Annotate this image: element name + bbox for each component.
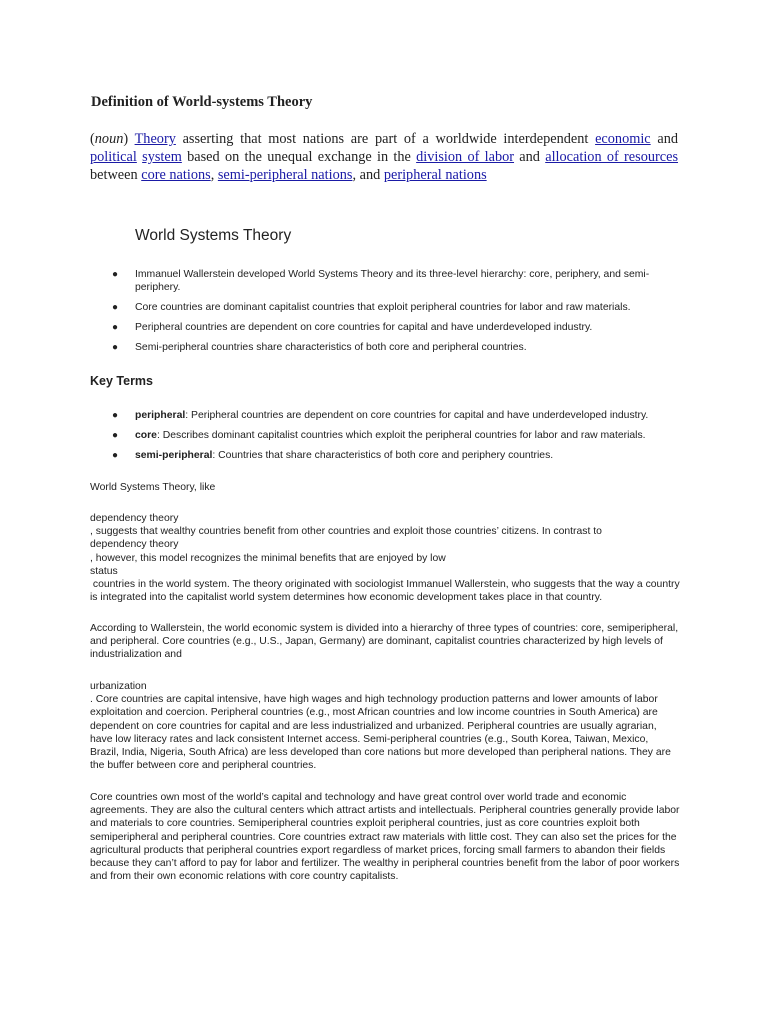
body-line: urbanization xyxy=(90,681,147,692)
definition-heading: Definition of World-systems Theory xyxy=(91,94,313,110)
body-line: , suggests that wealthy countries benefit from other countries and exploit those countries’ citizens. In contrast to xyxy=(90,526,602,538)
link-allocation-of-resources[interactable]: allocation of resources xyxy=(545,148,679,165)
list-item: ● Core countries are dominant capitalist countries that exploit peripheral countries for labor and raw materials. xyxy=(112,302,631,314)
body-line: countries in the world system. The theory originated with sociologist Immanuel Wallerstein, who suggests that the way a country is integrated into the capitalist world system determines how economic development takes place in that country. xyxy=(90,579,683,604)
body-line: dependency theory xyxy=(90,539,179,551)
key-term-item xyxy=(90,449,680,462)
body-paragraph-urbanization xyxy=(90,680,680,772)
bullet-icon: ● xyxy=(112,269,119,280)
key-term: peripheral xyxy=(135,410,186,421)
body-line: . Core countries are capital intensive, have high wages and high technology production patterns and lower amounts of labor exploitation and coercion. Peripheral countries (e.g., most African countries and low income countries in South America) are dependent on core countries for capital and are less industrialized and urbanized. Peripheral countries are usually agrarian, have low literacy rates and lack consistent Internet access. Semi-peripheral countries (e.g., South Korea, Taiwan, Mexico, Brazil, India, Nigeria, South Africa) are less developed than core nations but more developed than peripheral nations. They are the buffer between core and peripheral countries. xyxy=(90,694,671,772)
key-term-item xyxy=(90,429,680,442)
body-line: dependency theory xyxy=(90,513,179,524)
list-item: ● Semi-peripheral countries share characteristics of both core and peripheral countries. xyxy=(112,342,527,354)
world-systems-heading: World Systems Theory xyxy=(135,227,292,244)
world-systems-bullet-list xyxy=(90,268,680,361)
link-semi-peripheral-nations[interactable]: semi-peripheral nations xyxy=(217,166,353,183)
key-terms-heading: Key Terms xyxy=(90,374,153,388)
link-core-nations[interactable]: core nations xyxy=(141,166,211,183)
key-term-definition: : Countries that share characteristics of both core and periphery countries. xyxy=(212,449,554,461)
key-term-definition: : Peripheral countries are dependent on core countries for capital and have underdeveloped industry. xyxy=(185,410,649,421)
part-of-speech: noun xyxy=(94,131,124,147)
link-theory[interactable]: Theory xyxy=(134,131,176,147)
link-division-of-labor[interactable]: division of labor xyxy=(416,148,515,165)
link-political[interactable]: political xyxy=(90,148,137,165)
key-terms-list xyxy=(90,409,680,469)
bullet-icon: ● xyxy=(112,449,119,461)
body-intro: World Systems Theory, like xyxy=(90,482,216,493)
list-item: ● Peripheral countries are dependent on core countries for capital and have underdeveloped industry. xyxy=(112,322,593,334)
body-paragraph-dependency xyxy=(90,512,683,604)
key-term-item xyxy=(90,409,680,422)
link-system[interactable]: system xyxy=(142,148,182,165)
bullet-icon: ● xyxy=(112,322,119,334)
bullet-icon: ● xyxy=(112,429,119,441)
link-economic[interactable]: economic xyxy=(595,131,651,147)
body-line: , however, this model recognizes the minimal benefits that are enjoyed by low xyxy=(90,552,446,564)
key-term-definition: : Describes dominant capitalist countries which exploit the peripheral countries for labor and raw materials. xyxy=(156,429,646,441)
bullet-icon: ● xyxy=(112,302,119,314)
definition-paragraph: (noun) Theory asserting that most nations are part of a worldwide interdependent economic and political system based on the unequal exchange in the division of labor and allocation of resources between core nations, semi-peripheral nations, and peripheral nations xyxy=(90,131,679,183)
body-paragraph-core-countries: Core countries own most of the world’s capital and technology and have great control over world trade and economic agreements. They are also the cultural centers which attract artists and intellectuals. Peripheral countries generally provide labor and materials to core countries. Semiperipheral countries exploit peripheral countries, just as core countries exploit both semiperipheral and peripheral countries. Core countries extract raw materials with little cost. They can also set the prices for the agricultural products that peripheral countries export regardless of market prices, forcing small farmers to abandon their fields because they can’t afford to pay for labor and fertilizer. The wealthy in peripheral countries benefit from the labor of poor workers and from their own economic relations with core country capitalists. xyxy=(90,792,680,883)
link-peripheral-nations[interactable]: peripheral nations xyxy=(383,166,487,183)
key-term: semi-peripheral xyxy=(135,449,213,461)
list-item: ● Immanuel Wallerstein developed World Systems Theory and its three-level hierarchy: core, periphery, and semi-periphery. xyxy=(112,269,650,294)
body-line: status xyxy=(90,565,118,577)
bullet-icon: ● xyxy=(112,410,119,421)
bullet-icon: ● xyxy=(112,342,119,354)
key-term: core xyxy=(135,429,157,441)
body-paragraph-wallerstein: According to Wallerstein, the world economic system is divided into a hierarchy of three types of countries: core, semiperipheral, and peripheral. Core countries (e.g., U.S., Japan, Germany) are dominant, capitalist countries characterized by high levels of industrialization and xyxy=(90,623,679,661)
